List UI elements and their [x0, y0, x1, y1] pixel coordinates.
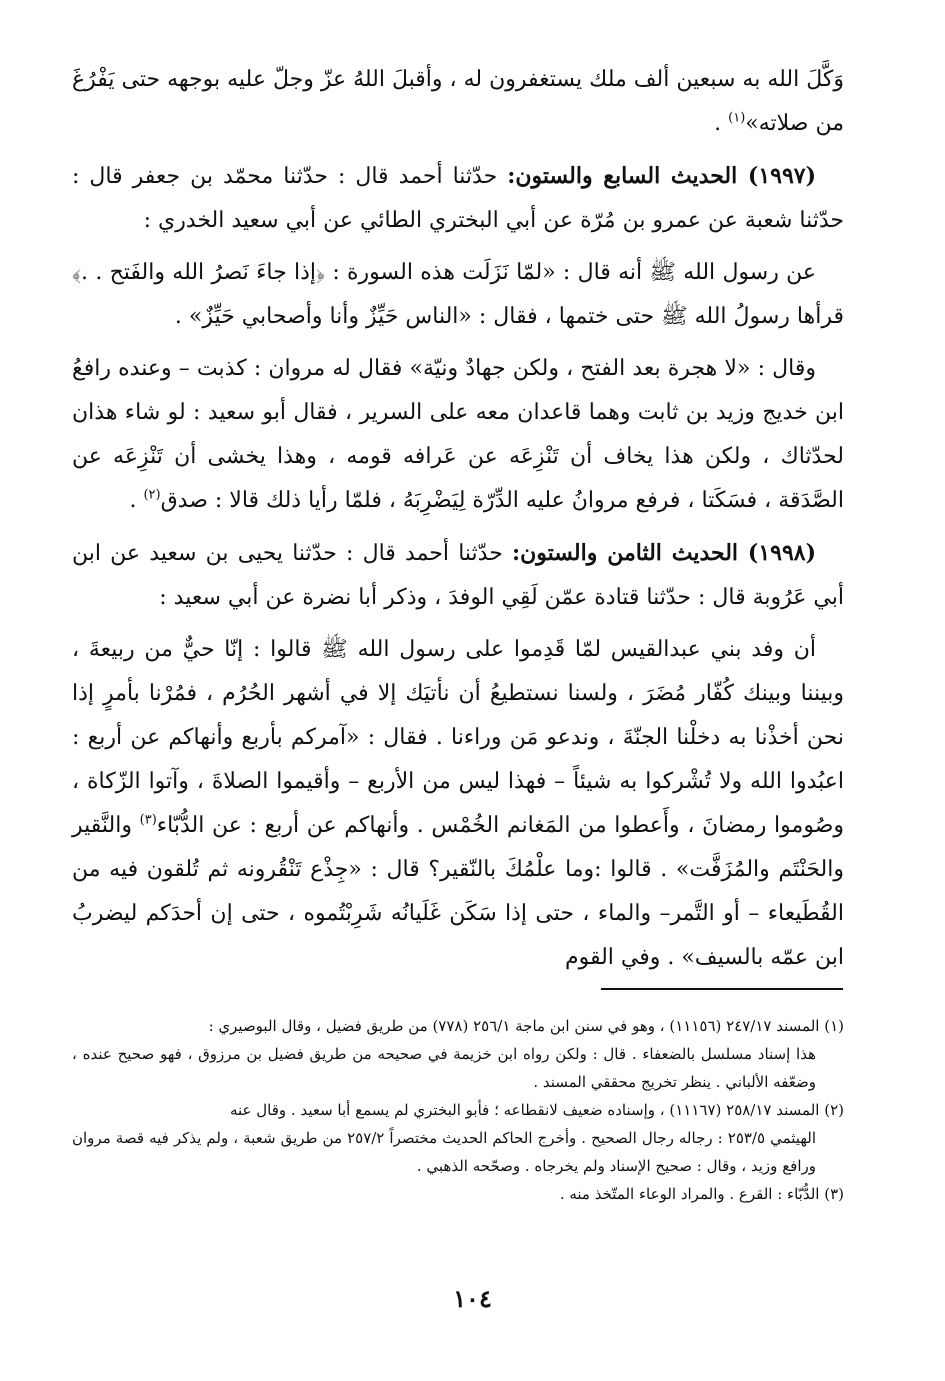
hadith-1997-matn-b-text: وقال : «لا هجرة بعد الفتح ، ولكن جهادٌ ونيّة» فقال له مروان : كذبت – وعنده رافعُ ابن خديج وزيد بن ثابت وهما قاعدان معه على السرير ، فقال أبو سعيد : لو شاء هذان لحدّثاك ، ولكن هذا يخاف أن تَنْزِعَه عن عَرافه قومه ، وهذا يخشى أن تَنْزِعَه عن الصَّدَقة ، فسَكَتا ، فرفع مروانُ عليه الدِّرّة لِيَضْرِبَهُ ، فلمّا رأيا ذلك قالا : صدق — [72, 356, 844, 513]
hadith-1997-matn-a: عن رسول الله ﷺ أنه قال : «لمّا نَزَلَت هذه السورة : ﴿إذا جاءَ نَصرُ الله والفَتح . .﴾ قرأها رسولُ الله ﷺ حتى ختمها ، فقال : «الناس حَيِّزٌ وأنا وأصحابي حَيِّزٌ» . — [72, 260, 844, 329]
hadith-1998-heading: (١٩٩٨) الحديث الثامن والستون: — [512, 540, 816, 566]
footnotes — [72, 1012, 844, 1208]
page-number: ١٠٤ — [453, 1284, 492, 1313]
footnote-ref-1: (١) — [728, 110, 746, 126]
paragraph-intro-end: . — [714, 111, 729, 136]
footnote-1-line-1: (١) المسند ٢٤٧/١٧ (١١١٥٦) ، وهو في سنن ابن ماجة ٢٥٦/١ (٧٧٨) من طريق فضيل ، وقال البوصيري : — [208, 1017, 844, 1035]
footnote-ref-2: (٢) — [143, 487, 161, 503]
hadith-1998-matn — [72, 628, 844, 980]
hadith-1997-isnad-text: حدّثنا أحمد قال : حدّثنا محمّد بن جعفر قال : حدّثنا شعبة عن عمرو بن مُرّة عن أبي البختري الطائي عن أبي سعيد الخدري : — [72, 164, 844, 233]
hadith-1998-matn-text-a: أن وفد بني عبدالقيس لمّا قَدِموا على رسول الله ﷺ قالوا : إنّا حيٌّ من ربيعةَ ، وبيننا وبينك كُفّار مُضَرَ ، ولسنا نستطيعُ أن نأتيَك إلا في أشهر الحُرُم ، فمُرْنا بأمرٍ إذا نحن أخذْنا به دخلْنا الجنّةَ ، وندعو مَن وراءنا . فقال : «آمركم بأربع وأنهاكم عن أربع : اعبُدوا الله ولا تُشْركوا به شيئاً – فهذا ليس من الأربع – وأقيموا الصلاةَ ، وآتوا الزّكاة ، وصُوموا رمضانَ ، وأَعطوا من المَغانم الخُمْس . وأنهاكم عن أربع : عن الدُّبّاء — [72, 637, 844, 838]
footnote-2-cont: الهيثمي ٢٥٣/٥ : رجاله رجال الصحيح . وأخرج الحاكم الحديث مختصراً ٢٥٧/٢ من طريق شعبة ، ولم يذكر فيه قصة مروان ورافع وزيد ، وقال : صحيح الإسناد ولم يخرجاه . وصحّحه الذهبي . — [72, 1129, 816, 1175]
footnote-separator — [601, 988, 843, 990]
hadith-1998-matn-text-b: والنَّقير والحَنْتَم والمُزَفَّت» . قالوا :وما علْمُكَ بالنّقير؟ قال : «جِذْع تَنْقُرونه ثم تُلقون فيه من القُطَيعاء – أو التَّمر– والماء ، حتى إذا سَكَن غَلَيانُه شَرِبْتُموه ، حتى إن أحدَكم ليضربُ ابن عمّه بالسيف» . وفي القوم — [72, 813, 844, 970]
hadith-1997-matn-b — [72, 347, 844, 523]
footnote-ref-3: (٣) — [139, 812, 157, 828]
main-text — [72, 58, 844, 980]
footnote-3: (٣) الدُّبّاء : القرع . والمراد الوعاء المتّخذ منه . — [559, 1185, 844, 1203]
hadith-1997-matn-b-end: . — [129, 488, 144, 513]
paragraph-intro-text: وَكَّلَ الله به سبعين ألف ملك يستغفرون له ، وأقبلَ اللهُ عزّ وجلّ عليه بوجهه حتى يَفْرُغَ من صلاته» — [72, 67, 844, 136]
hadith-1998-isnad-text: حدّثنا أحمد قال : حدّثنا يحيى بن سعيد عن ابن أبي عَرُوبة قال : حدّثنا قتادة عمّن لَقِي الوفدَ ، وذكر أبا نضرة عن أبي سعيد : — [72, 541, 844, 610]
footnote-2-line-1: (٢) المسند ٢٥٨/١٧ (١١١٦٧) ، وإسناده ضعيف لانقطاعه ؛ فأبو البختري لم يسمع أبا سعيد . وقال عنه — [229, 1101, 844, 1119]
footnote-1-cont: هذا إسناد مسلسل بالضعفاء . قال : ولكن رواه ابن خزيمة في صحيحه من طريق فضيل بن مرزوق ، فهو صحيح عنده ، وضعّفه الألباني . ينظر تخريج محققي المسند . — [72, 1045, 816, 1091]
paragraph-intro — [72, 58, 844, 146]
hadith-1997-heading: (١٩٩٧) الحديث السابع والستون: — [507, 163, 816, 189]
hadith-1997-isnad — [72, 154, 844, 243]
hadith-1998-isnad — [72, 531, 844, 620]
